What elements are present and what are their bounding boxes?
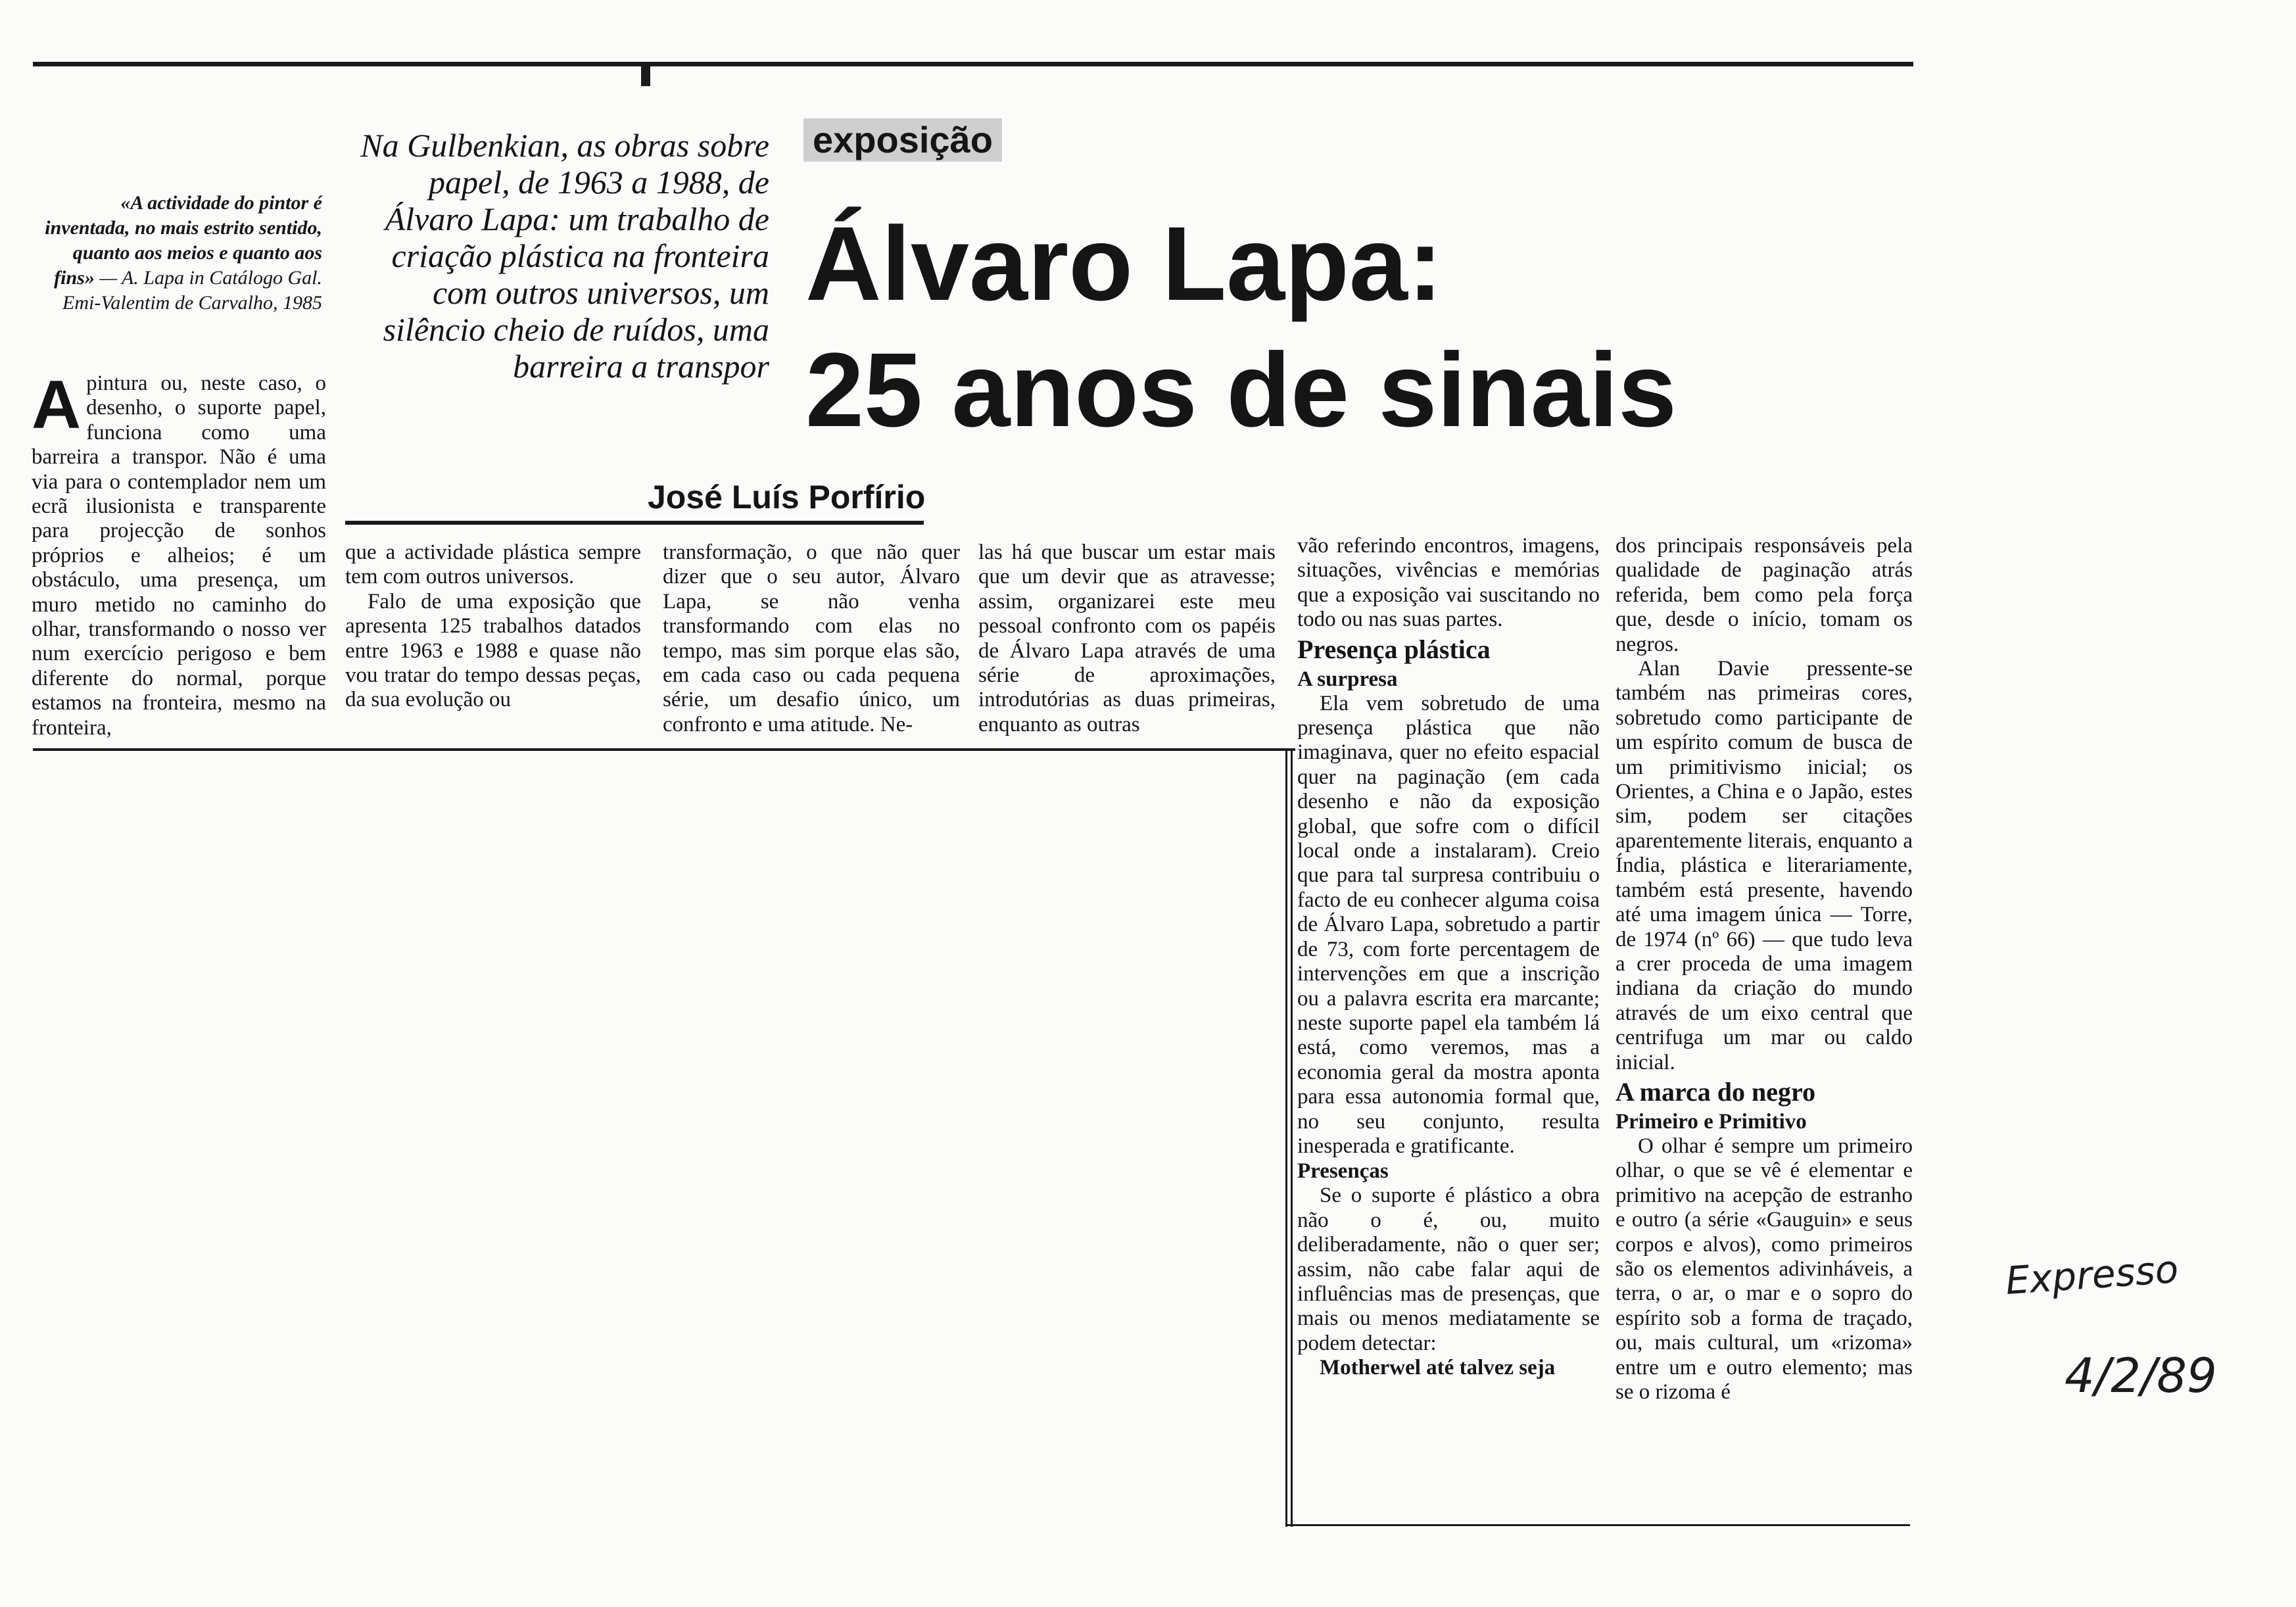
column-5-bottom-rule — [1285, 1524, 1910, 1526]
body-column-1 — [32, 367, 326, 740]
body-column-1-text: pintura ou, neste caso, o desenho, o suporte papel, funciona como uma barreira a transpor. Não é uma via para o contemplador nem um ecrã ilusionista e transparente para projecção de sonhos próprios e alheios; é um obstáculo, uma presença, um muro metido no caminho do olhar, transformando o nosso ver num exercício perigoso e bem diferente do normal, porque estamos na fronteira, mesmo na fronteira, — [32, 372, 326, 740]
body-column-4-text: las há que buscar um estar mais que um devir que as atravesse; assim, organizarei este meu pessoal confronto com os papéis de Álvaro Lapa através de uma série de aproximações, introdutórias as duas primeiras, enquanto as outras — [978, 540, 1276, 736]
body-column-5-p3: Se o suporte é plástico a obra não o é, ou, muito deliberadamente, não o quer ser; assim, não cabe falar aqui de influências mas de presenças, que mais ou menos mediatamente se podem detectar: — [1297, 1184, 1600, 1355]
headline-line-2: 25 anos de sinais — [805, 331, 1677, 448]
body-column-5-p1: vão referindo encontros, imagens, situações, vivências e memórias que a exposição vai suscitando no todo ou nas suas partes. — [1297, 534, 1600, 632]
body-column-3 — [663, 540, 960, 737]
pull-quote-text: «A actividade do pintor é inventada, no mais estrito sentido, quanto aos meios e quanto aos fins» — [45, 192, 322, 289]
subhead-presenca-plastica: Presença plástica — [1297, 634, 1491, 664]
body-column-2 — [345, 540, 641, 713]
subhead-primeiro-e-primitivo: Primeiro e Primitivo — [1615, 1109, 1807, 1134]
pull-quote — [39, 191, 322, 316]
body-column-5-p4: Motherwel até talvez seja — [1320, 1356, 1556, 1380]
headline-line-1: Álvaro Lapa: — [805, 204, 1443, 322]
column-5-left-rule — [1285, 751, 1287, 1527]
body-column-5 — [1297, 534, 1600, 1381]
byline: José Luís Porfírio — [648, 479, 926, 516]
body-column-3-text: transformação, o que não quer dizer que o seu autor, Álvaro Lapa, se não venha transformando com elas no tempo, mas sim porque elas são, em cada caso ou cada pequena série, um desafio único, um confronto e uma atitude. Ne- — [663, 540, 960, 736]
body-column-4 — [978, 540, 1276, 737]
subhead-presencas: Presenças — [1297, 1159, 1389, 1184]
body-column-6 — [1615, 534, 1913, 1404]
subhead-a-surpresa: A surpresa — [1297, 667, 1398, 691]
date-annotation: 4/2/89 — [2065, 1348, 2217, 1403]
top-rule-tick — [641, 66, 650, 86]
body-column-6-p3: O olhar é sempre um primeiro olhar, o que se vê é elementar e primitivo na acepção de estranho e outro (a série «Gauguin» e seus corpos e alvos), como primeiros são os elementos adivinháveis, a terra, o ar, o mar e o sopro do espírito sob a forma de traçado, ou, mais cultural, um «rizoma» entre um e outro elemento; mas se o rizoma é — [1615, 1134, 1913, 1404]
intro-deck: Na Gulbenkian, as obras sobre papel, de 1963 a 1988, de Álvaro Lapa: um trabalho de criação plástica na fronteira com outros universos, um silêncio cheio de ruídos, uma barreira a transpor — [360, 127, 769, 385]
column-baseline-rule — [33, 748, 1295, 751]
body-column-5-p2: Ela vem sobretudo de uma presença plástica que não imaginava, quer no efeito espacial quer na paginação (em cada desenho e não da exposição global, que sofre com o difícil local onde a instalaram). Creio que para tal surpresa contribuiu o facto de eu conhecer alguma coisa de Álvaro Lapa, sobretudo a partir de 73, com forte percentagem de intervenções em que a inscrição ou a palavra escrita era marcante; neste suporte papel ela também lá está, como veremos, mas a economia geral da mostra aponta para essa autonomia formal que, no seu conjunto, resulta inesperada e gratificante. — [1297, 691, 1600, 1158]
body-column-2-p2: Falo de uma exposição que apresenta 125 trabalhos datados entre 1963 e 1988 e quase não vou tratar do tempo dessas peças, da sua evolução ou — [345, 589, 641, 712]
drop-cap: A — [32, 367, 82, 443]
byline-rule — [345, 521, 924, 525]
subhead-a-marca-do-negro: A marca do negro — [1615, 1076, 1816, 1107]
top-rule — [33, 62, 1913, 66]
body-column-2-p1: que a actividade plástica sempre tem com outros universos. — [345, 540, 641, 589]
pull-quote-attribution: — A. Lapa in Catálogo Gal. Emi-Valentim de Carvalho, 1985 — [62, 267, 322, 314]
body-column-6-p1: dos principais responsáveis pela qualidade de paginação atrás referida, bem como pela força que, desde o início, tomam os negros. — [1615, 534, 1913, 656]
column-5-left-rule-2 — [1291, 751, 1293, 1527]
section-tag: exposição — [803, 118, 1002, 162]
publication-signature: Expresso — [2003, 1246, 2180, 1304]
body-column-6-p2: Alan Davie pressente-se também nas primeiras cores, sobretudo como participante de um espírito comum de busca de um primitivismo inicial; os Orientes, a China e o Japão, estes sim, podem ser citações aparentemente literais, enquanto a Índia, plástica e literariamente, também está presente, havendo até uma imagem única — Torre, de 1974 (nº 66) — que tudo leva a crer proceda de uma imagem indiana da criação do mundo através de um eixo central que centrifuga um mar ou caldo inicial. — [1615, 657, 1913, 1074]
